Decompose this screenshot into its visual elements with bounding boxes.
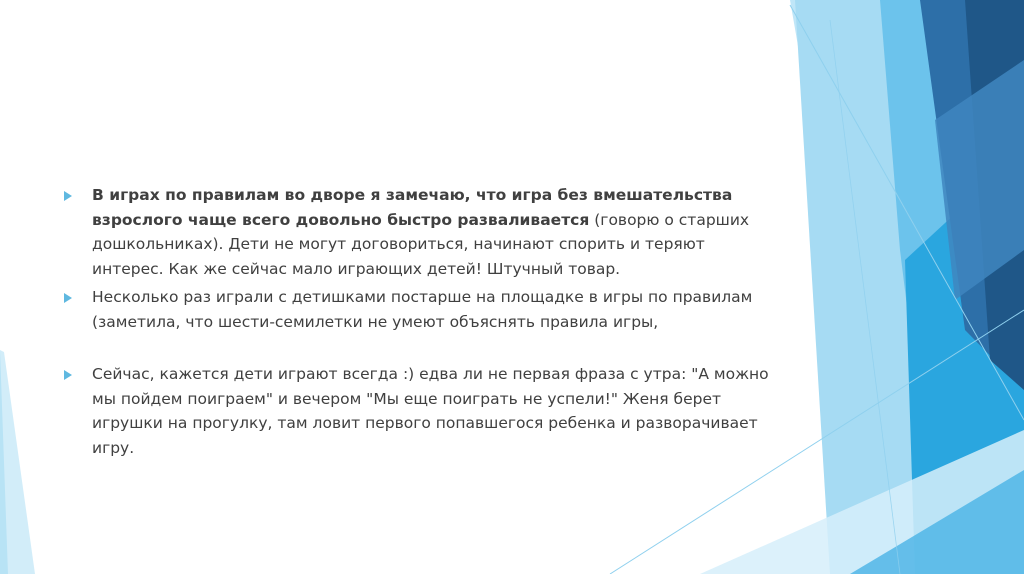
bullet-1-text: (говорю о старших дошкольниках). Дети не могут договориться, начинают спорить и теряют интерес. Как же сейчас мало играющих детей! Штучный товар.	[92, 210, 750, 278]
bullet-arrow-icon	[64, 191, 72, 201]
bullet-item-2	[60, 285, 780, 334]
bullet-arrow-icon	[64, 370, 72, 380]
bullet-item-1	[60, 183, 780, 281]
left-accent-shape-2	[0, 350, 35, 574]
bullet-item-3	[60, 362, 780, 460]
slide-text-body	[60, 183, 780, 460]
bullet-1-bold-text: В играх по правилам во дворе я замечаю, что игра без вмешательства взрослого чаще всего довольно быстро разваливается	[92, 186, 733, 229]
bullet-3-text: Сейчас, кажется дети играют всегда :) едва ли не первая фраза с утра: "А можно мы пойдем поиграем" и вечером "Мы еще поиграть не успели!" Женя берет игрушки на прогулку, там ловит первого попавшегося ребенка и разворачивает игру.	[92, 365, 769, 457]
bullet-2-text: Несколько раз играли с детишками постарше на площадке в игры по правилам (заметила, что шести-семилетки не умеют объяснять правила игры,	[92, 288, 753, 331]
bullet-arrow-icon	[64, 293, 72, 303]
